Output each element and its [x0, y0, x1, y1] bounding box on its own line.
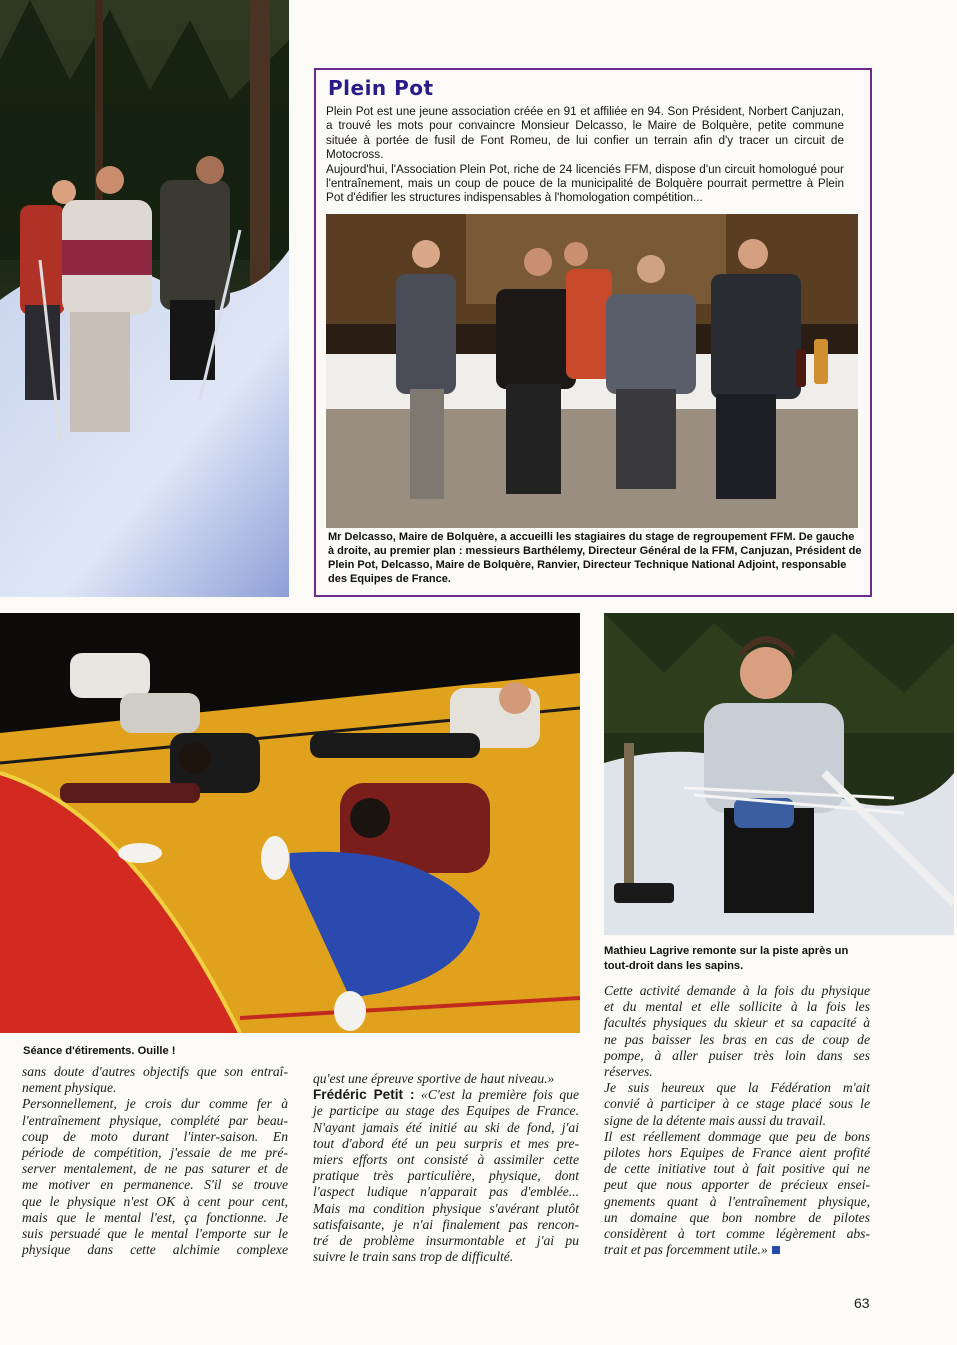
- text-line: de cette initiative tout à fait positive qui ne: [604, 1161, 870, 1177]
- text-line: pompe, à aller puiser très loin dans ses: [604, 1047, 870, 1063]
- text-line: me motiver en permanence. S'il se trouve: [22, 1177, 288, 1193]
- sidebar-body: [326, 104, 844, 205]
- text-line: «C'est la première fois que: [414, 1087, 579, 1103]
- text-line: sans doute d'autres objectifs que son entraî-: [22, 1064, 288, 1079]
- sidebar-paragraph: Plein Pot est une jeune association créée en 91 et affiliée en 94. Son Président, Norbert Canjuzan, a trouvé les mots pour convaincre Monsieur Delcasso, le Maire de Bolquère, petite commune située à portée de fusil de Font Romeu, de lui confier un terrain afin d'y tracer un circuit de Motocross.: [326, 104, 844, 162]
- text-line: qu'est une épreuve sportive de haut niveau.»: [313, 1071, 555, 1086]
- text-line: l'entraînement physique, complété par beau-: [22, 1112, 288, 1128]
- text-line: Il est réellement dommage que peu de bons: [604, 1128, 870, 1144]
- text-line: trait et pas forcemment utile.»: [604, 1242, 768, 1258]
- officials-photo: [326, 214, 858, 528]
- text-line: et du mental et elle sollicite à la fois les: [604, 999, 870, 1015]
- text-line: pilotes hors Equipes de France aient profité: [604, 1145, 870, 1161]
- text-line: suis persuadé que le mental l'emporte sur le: [22, 1226, 288, 1242]
- plein-pot-sidebar: [314, 68, 872, 597]
- text-line: je participe au stage des Equipes de France.: [313, 1103, 579, 1119]
- text-line: Mais ma condition physique s'avérant plutôt: [313, 1200, 579, 1216]
- text-line: convié à participer à ce stage placé sous le: [604, 1096, 870, 1112]
- text-line: ne pas baisser les bras en cas de coup de: [604, 1031, 870, 1047]
- text-line: nement physique.: [22, 1080, 117, 1096]
- text-line: signe de la détente mais aussi du travail.: [604, 1112, 827, 1128]
- page-number: 63: [854, 1295, 870, 1311]
- text-line: pratique très particulière, physique, dont: [313, 1168, 579, 1184]
- text-line: gnements quant à l'entraînement physique,: [604, 1193, 870, 1209]
- text-line: période de compétition, j'essaie de me pré-: [22, 1145, 288, 1161]
- text-line: considèrent à tort comme légèrement abs-: [604, 1226, 870, 1242]
- ski-group-photo: [0, 0, 289, 597]
- text-line: physique dans cette alchimie complexe: [22, 1242, 288, 1258]
- text-line: peut que nous apporter de précieux ensei-: [604, 1177, 870, 1193]
- text-column-2: [313, 1071, 579, 1265]
- text-column-1: [22, 1064, 288, 1258]
- officials-caption: Mr Delcasso, Maire de Bolquère, a accueilli les stagiaires du stage de regroupement FFM. De gauche à droite, au premier plan : messieurs Barthélemy, Directeur Général de la FFM, Canjuzan, Président de Plein Pot, Delcasso, Maire de Bolquère, Ranvier, Directeur Technique National Adjoint, responsable des Equipes de France.: [328, 531, 862, 585]
- text-line: Je suis heureux que la Fédération m'ait: [604, 1080, 870, 1096]
- text-line: server mentalement, de ne pas saturer et de: [22, 1161, 288, 1177]
- mathieu-caption: Mathieu Lagrive remonte sur la piste après un tout-droit dans les sapins.: [604, 945, 849, 972]
- text-line: un domaine que bon nombre de pilotes: [604, 1209, 870, 1225]
- stretching-photo: [0, 613, 580, 1033]
- text-line: réserves.: [604, 1064, 653, 1080]
- text-line: mais que le mental l'est, ça fonctionne. Je: [22, 1209, 288, 1225]
- speaker-name: Frédéric Petit :: [313, 1087, 415, 1103]
- text-line: facultés physiques du skieur et sa capacité à: [604, 1015, 870, 1031]
- stretching-caption: Séance d'étirements. Ouille !: [23, 1045, 176, 1057]
- text-column-3: [604, 983, 870, 1258]
- text-line: suivre le train sans trop de difficulté.: [313, 1249, 514, 1265]
- sidebar-paragraph: Aujourd'hui, l'Association Plein Pot, riche de 24 licenciés FFM, dispose d'un circuit homologué pour l'entraînement, mais un coup de pouce de la municipalité de Bolquère pourrait permettre à Plein Pot d'édifier les structures indispensables à l'homologation compétition...: [326, 161, 844, 205]
- text-line: que le physique n'est OK à cent pour cent,: [22, 1193, 288, 1209]
- text-line: Cette activité demande à la fois du physique: [604, 983, 870, 998]
- text-line: miers efforts ont consisté à assimiler cette: [313, 1152, 579, 1168]
- text-line: tré de problème insurmontable et j'ai pu: [313, 1233, 579, 1249]
- mathieu-photo: [604, 613, 954, 935]
- text-line: l'aspect ludique n'apparait pas d'emblée...: [313, 1184, 579, 1200]
- text-line: coup de moto durant l'inter-saison. En: [22, 1128, 288, 1144]
- text-line: tout d'abord été un peu surpris et mes pre-: [313, 1135, 579, 1151]
- sidebar-title: Plein Pot: [328, 76, 434, 100]
- text-line: Personnellement, je crois dur comme fer à: [22, 1096, 288, 1112]
- end-of-article-square-icon: [772, 1246, 780, 1254]
- text-line: N'ayant jamais été initié au ski de fond, j'ai: [313, 1119, 579, 1135]
- text-line: satisfaisante, je n'ai finalement pas rencon-: [313, 1216, 579, 1232]
